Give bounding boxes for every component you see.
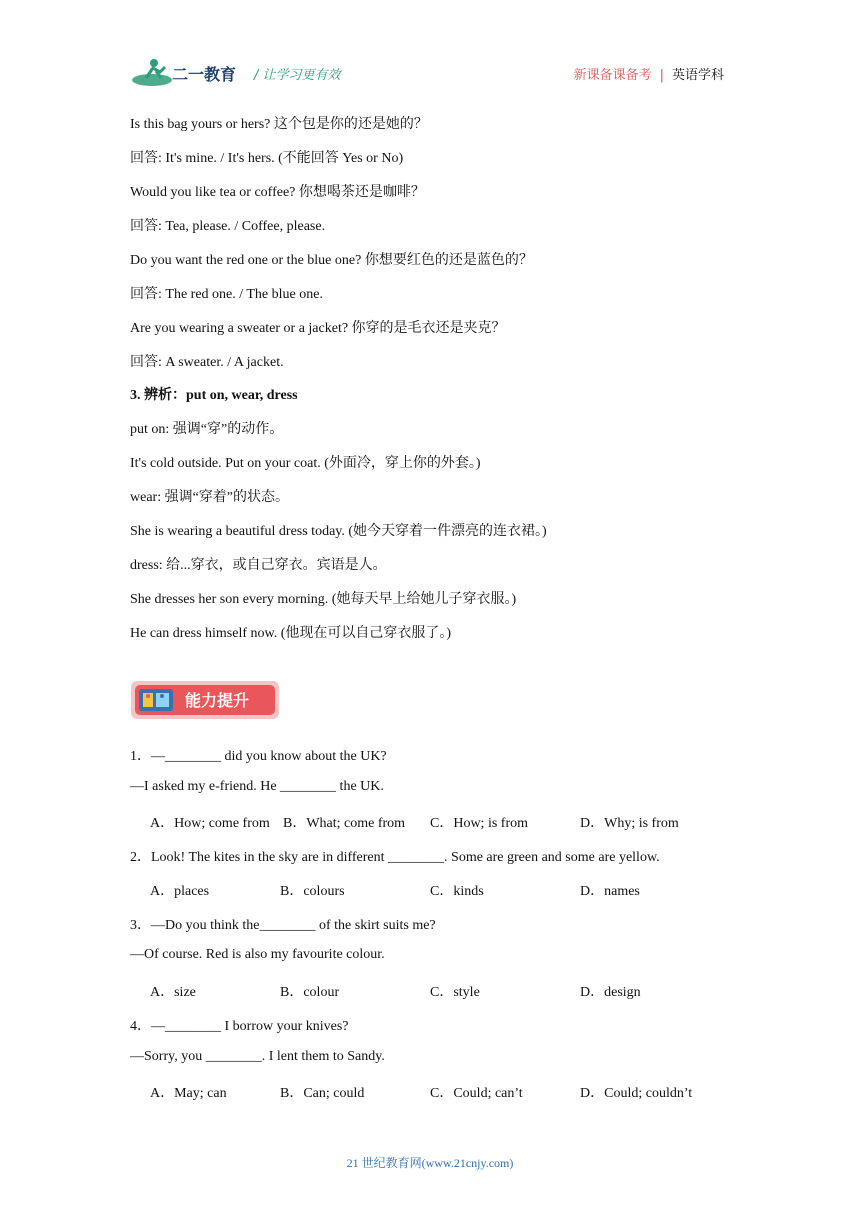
slogan: / 让学习更有效 [254, 68, 341, 83]
text-line: Would you like tea or coffee? 你想喝茶还是咖啡？ [130, 185, 425, 200]
option-b: B．colours [280, 884, 345, 899]
header-subject-label: 英语学科 [671, 68, 724, 83]
question-1-line-2: —I asked my e-friend. He ________ the UK. [130, 779, 384, 794]
text-line: 回答: Tea, please. / Coffee, please. [130, 219, 326, 234]
option-a: A．places [150, 884, 210, 899]
text-line: dress: 给...穿衣，或自己穿衣。宾语是人。 [130, 558, 387, 573]
header-subject [574, 64, 724, 83]
page-footer: 21 世纪教育网(www.21cnjy.com) [346, 1156, 514, 1170]
page-header [130, 56, 730, 96]
text-line: 回答: A sweater. / A jacket. [130, 355, 284, 370]
text-line: She dresses her son every morning. (她每天早上给她儿子穿衣服。) [130, 592, 517, 607]
option-b: B．colour [280, 985, 340, 1000]
option-c: C．style [430, 985, 480, 1000]
text-line: 回答: The red one. / The blue one. [130, 287, 323, 302]
option-a: A．How; come from [150, 816, 270, 831]
header-tagline: 新课备课备考 [573, 68, 652, 83]
text-line: Do you want the red one or the blue one? 你想要红色的还是蓝色的？ [130, 253, 533, 268]
question-2: 2．Look! The kites in the sky are in different ________. Some are green and some are yellow. [130, 850, 660, 865]
question-4: 4．—________ I borrow your knives? [130, 1019, 349, 1034]
question-3: 3．—Do you think the________ of the skirt suits me? [130, 918, 436, 933]
text-line: She is wearing a beautiful dress today. (她今天穿着一件漂亮的连衣裙。) [130, 524, 547, 539]
text-line: Are you wearing a sweater or a jacket? 你穿的是毛衣还是夹克？ [130, 321, 506, 336]
option-c: C．Could; can’t [430, 1086, 523, 1101]
option-d: D．Why; is from [580, 816, 679, 831]
option-a: A．May; can [150, 1086, 227, 1101]
option-d: D．names [580, 884, 640, 899]
option-d: D．Could; couldn’t [580, 1086, 693, 1101]
section-heading: 3. 辨析：put on, wear, dress [130, 388, 298, 403]
question-1: 1．—________ did you know about the UK? [130, 749, 387, 764]
logo-icon [130, 56, 242, 90]
option-c: C．kinds [430, 884, 484, 899]
text-line: 回答: It's mine. / It's hers. (不能回答 Yes or No) [130, 151, 404, 166]
text-line: put on: 强调“穿”的动作。 [130, 422, 284, 437]
text-line: It's cold outside. Put on your coat. (外面冷，穿上你的外套。) [130, 456, 481, 471]
option-a: A．size [150, 985, 196, 1000]
ability-banner [131, 681, 279, 719]
option-b: B．Can; could [280, 1086, 365, 1101]
banner-label: 能力提升 [185, 691, 250, 710]
text-line: He can dress himself now. (他现在可以自己穿衣服了。) [130, 626, 452, 641]
logo-text: 二一教育 [172, 65, 237, 84]
option-b: B．What; come from [283, 816, 406, 831]
text-line: Is this bag yours or hers? 这个包是你的还是她的？ [130, 117, 428, 132]
text-line: wear: 强调“穿着”的状态。 [130, 490, 290, 505]
option-d: D．design [580, 985, 641, 1000]
header-separator: | [659, 68, 664, 83]
question-3-line-2: —Of course. Red is also my favourite colour. [130, 947, 385, 962]
question-4-line-2: —Sorry, you ________. I lent them to Sandy. [130, 1049, 385, 1064]
option-c: C．How; is from [430, 816, 528, 831]
